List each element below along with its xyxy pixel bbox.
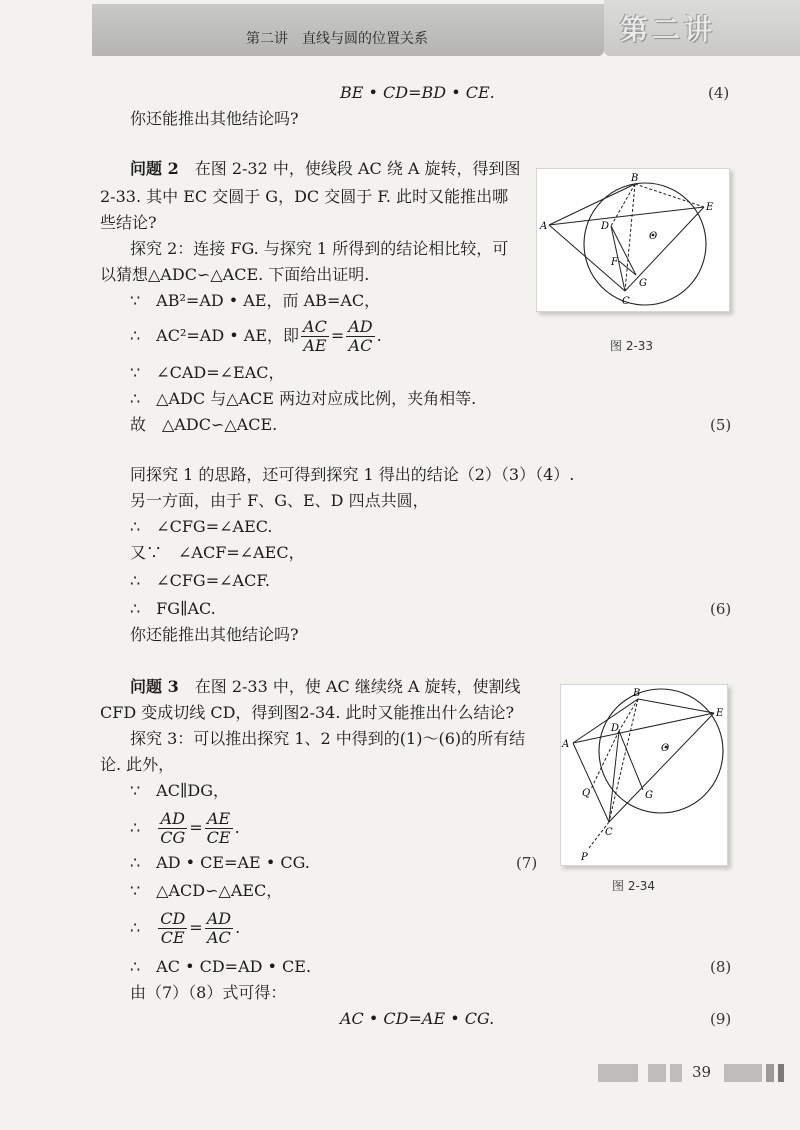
segment-dg <box>619 731 643 790</box>
footer-bar <box>778 1064 784 1082</box>
numerator: AC <box>303 317 327 336</box>
label-d: D <box>601 221 610 232</box>
text-line: AC • CD=AE • CG. <box>340 1009 495 1028</box>
chapter-title: 第二讲 直线与圆的位置关系 <box>246 31 428 47</box>
label-b: B <box>633 688 641 699</box>
label-o: O <box>649 231 658 242</box>
footer-bar <box>724 1064 762 1082</box>
problem-3-paragraph <box>130 676 521 698</box>
label-e: E <box>716 708 724 719</box>
problem-label: 问题 3 <box>130 677 179 696</box>
label-a: A <box>540 221 548 232</box>
chapter-tab <box>604 0 800 56</box>
text-line: 由（7）（8）式可得： <box>130 983 287 1002</box>
numerator: CD <box>160 909 186 928</box>
footer-bar <box>598 1064 638 1082</box>
text-line: 你还能推出其他结论吗? <box>130 109 299 128</box>
numerator: AE <box>205 810 233 829</box>
text-line: 同探究 1 的思路，还可得到探究 1 得出的结论（2）（3）（4）. <box>130 465 575 484</box>
problem-label: 问题 2 <box>130 159 179 178</box>
fraction-line: ∴ $\frac{AD}{CG}$ = $\frac{AE}{CE}$ . <box>130 809 240 847</box>
numerator: AD <box>206 909 232 928</box>
dashed-dq <box>591 731 619 789</box>
text-line: ∴ AD • CE=AE • CG. <box>130 853 310 872</box>
text-line: ∵ △ACD∽△AEC， <box>130 881 283 900</box>
page-number: 39 <box>692 1063 712 1081</box>
problem-2-paragraph <box>130 158 521 180</box>
text-line: ∵ AB²=AD • AE，而 AB=AC， <box>130 291 381 310</box>
text-line: ∴ ∠CFG=∠ACF. <box>130 571 271 590</box>
punctuation: . <box>234 818 240 837</box>
text-line: 论. 此外， <box>100 755 175 774</box>
label-g: G <box>645 790 653 801</box>
denominator: AC <box>206 928 231 947</box>
label-q: Q <box>582 788 591 799</box>
figure-2-33 <box>536 168 730 312</box>
text-line: ∴ △ADC 与△ACE 两边对应成比例，夹角相等. <box>130 389 477 408</box>
fraction <box>158 810 187 847</box>
numerator: AD <box>158 810 187 829</box>
segment-ab <box>549 184 635 225</box>
label-a: A <box>562 739 570 750</box>
footer-bar <box>670 1064 682 1082</box>
equation-number: (6) <box>710 600 732 618</box>
figure-2-34-diagram <box>561 685 727 865</box>
equation-number: (4) <box>708 84 730 102</box>
text-line: 在图 2-32 中，使线段 AC 绕 A 旋转，得到图 <box>194 159 521 178</box>
equation-number: (7) <box>516 854 538 872</box>
text-line: 又∵ ∠ACF=∠AEC， <box>130 543 305 562</box>
punctuation: . <box>376 326 382 345</box>
text-line: 探究 2：连接 FG. 与探究 1 所得到的结论相比较，可 <box>130 239 509 258</box>
label-c: C <box>622 296 630 307</box>
segment-cd <box>609 731 619 822</box>
text-line: 故 △ADC∽△ACE. <box>130 415 278 434</box>
text-line: 2-33. 其中 EC 交圆于 G，DC 交圆于 F. 此时又能推出哪 <box>100 187 509 206</box>
label-g: G <box>639 278 647 289</box>
text-line: 你还能推出其他结论吗? <box>130 625 299 644</box>
label-f: F <box>611 257 618 268</box>
figure-2-33-diagram <box>537 169 729 311</box>
text-line: 以猜想△ADC∽△ACE. 下面给出证明. <box>100 265 370 284</box>
punctuation: . <box>235 918 241 937</box>
footer-bar <box>766 1064 774 1082</box>
denominator: CE <box>160 928 185 947</box>
label-c: C <box>605 827 613 838</box>
denominator: CE <box>206 828 231 847</box>
label-d: D <box>611 723 620 734</box>
denominator: CG <box>160 828 186 847</box>
text-line: ∴ AC²=AD • AE，即 <box>130 326 300 345</box>
chapter-tab-label: 第二讲 <box>620 13 717 46</box>
figure-2-34-caption: 图 2-34 <box>612 879 656 893</box>
segment-ac <box>573 743 609 822</box>
segment-be <box>638 699 714 713</box>
text-line: 另一方面，由于 F、G、E、D 四点共圆， <box>130 491 429 510</box>
label-p: P <box>581 852 588 863</box>
fraction <box>301 318 329 355</box>
text-line: ∴ ∠CFG=∠AEC. <box>130 517 273 536</box>
dashed-bc <box>609 699 638 822</box>
fraction <box>346 318 374 355</box>
label-b: B <box>631 173 639 184</box>
segment-ae <box>573 713 714 743</box>
figure-2-34 <box>560 684 728 866</box>
dashed-be <box>635 184 704 207</box>
segment-ce <box>609 713 714 822</box>
fraction <box>158 910 187 947</box>
fraction <box>205 910 233 947</box>
segment-ae <box>549 207 704 225</box>
text-line: 探究 3：可以推出探究 1、2 中得到的(1)～(6)的所有结 <box>130 729 526 748</box>
text-line: ∴ AC • CD=AD • CE. <box>130 957 312 976</box>
label-e: E <box>706 202 714 213</box>
figure-2-33-caption: 图 2-33 <box>610 339 654 353</box>
fraction-line: ∴ $\frac{CD}{CE}$ = $\frac{AD}{AC}$ . <box>130 909 241 947</box>
fraction <box>205 810 233 847</box>
label-o: O <box>661 743 670 754</box>
text-line: ∴ <box>130 818 141 837</box>
equation-number: (5) <box>710 416 732 434</box>
equation-number: (9) <box>710 1010 732 1028</box>
dashed-bc <box>625 184 635 291</box>
text-line: ∵ ∠CAD=∠EAC， <box>130 363 285 382</box>
denominator: AE <box>303 336 327 355</box>
fraction-line: ∴ AC²=AD • AE，即 $\frac{AC}{AE}$ = $\frac{AD}{AC}$ . <box>130 317 382 355</box>
denominator: AC <box>348 336 373 355</box>
text-line: ∵ AC∥DG， <box>130 781 229 800</box>
segment-ce <box>625 207 704 291</box>
text-line: 些结论? <box>100 213 157 232</box>
text-line: ∴ FG∥AC. <box>130 599 216 618</box>
text-line: 在图 2-33 中，使 AC 继续绕 A 旋转，使割线 <box>194 677 521 696</box>
text-line: CFD 变成切线 CD，得到图2-34. 此时又能推出什么结论? <box>100 703 515 722</box>
text-line: BE • CD=BD • CE. <box>340 83 495 102</box>
equation-number: (8) <box>710 958 732 976</box>
numerator: AD <box>348 317 373 336</box>
text-line: ∴ <box>130 918 141 937</box>
dashed-bd <box>619 699 638 731</box>
footer-bar <box>648 1064 666 1082</box>
